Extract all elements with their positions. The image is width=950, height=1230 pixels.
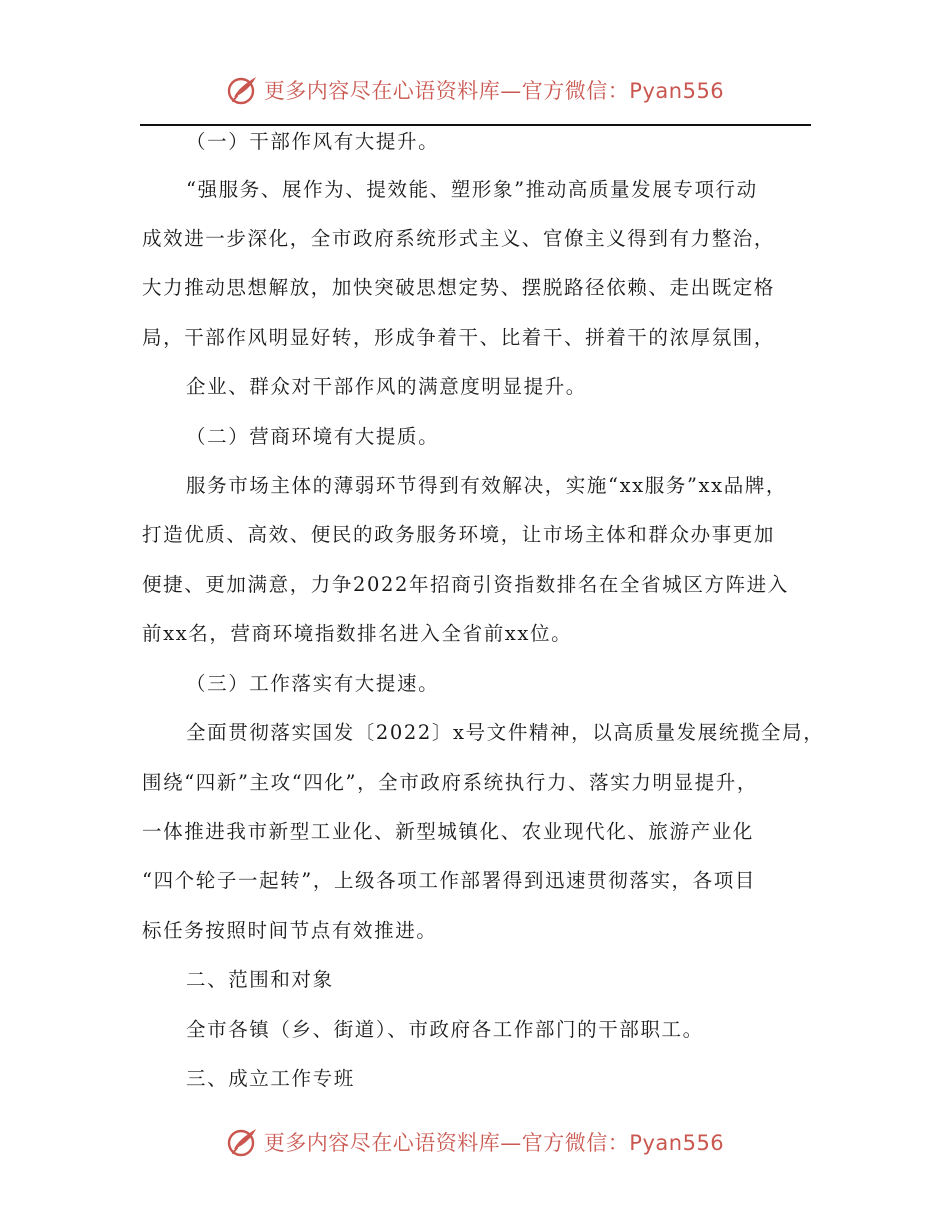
footer-banner-text: 更多内容尽在心语资料库—官方微信：Pyan556 <box>263 1131 725 1155</box>
paragraph-line: 一体推进我市新型工业化、新型城镇化、农业现代化、旅游产业化 <box>142 820 754 843</box>
paragraph-line: 局，干部作风明显好转，形成争着干、比着干、拼着干的浓厚氛围， <box>142 326 776 349</box>
paragraph-line: 标任务按照时间节点有效推进。 <box>142 919 438 942</box>
quill-logo-icon <box>226 1125 260 1159</box>
quill-logo-icon <box>226 73 260 107</box>
paragraph-line: 便捷、更加满意，力争2022年招商引资指数排名在全省城区方阵进入 <box>142 573 789 596</box>
header-banner <box>0 70 950 110</box>
paragraph-line: 企业、群众对干部作风的满意度明显提升。 <box>186 375 587 398</box>
section-heading-team: 三、成立工作专班 <box>186 1067 355 1090</box>
section-heading-1: （一）干部作风有大提升。 <box>186 130 440 153</box>
paragraph-line: 打造优质、高效、便民的政务服务环境，让市场主体和群众办事更加 <box>142 523 776 546</box>
section-heading-scope: 二、范围和对象 <box>186 968 334 991</box>
paragraph-line: 全面贯彻落实国发〔2022〕x号文件精神，以高质量发展统揽全局， <box>186 721 825 744</box>
paragraph-line: 围绕“四新”主攻“四化”，全市政府系统执行力、落实力明显提升， <box>142 771 758 794</box>
paragraph-line: 前xx名，营商环境指数排名进入全省前xx位。 <box>142 622 573 645</box>
header-divider <box>140 124 811 126</box>
paragraph-line: “四个轮子一起转”，上级各项工作部署得到迅速贯彻落实，各项目 <box>142 869 756 892</box>
paragraph-line: 全市各镇（乡、街道）、市政府各工作部门的干部职工。 <box>186 1018 704 1041</box>
footer-banner <box>0 1122 950 1162</box>
section-heading-2: （二）营商环境有大提质。 <box>186 425 440 448</box>
paragraph-line: 成效进一步深化，全市政府系统形式主义、官僚主义得到有力整治， <box>142 227 776 250</box>
section-heading-3: （三）工作落实有大提速。 <box>186 672 440 695</box>
paragraph-line: “强服务、展作为、提效能、塑形象”推动高质量发展专项行动 <box>186 178 758 201</box>
paragraph-line: 服务市场主体的薄弱环节得到有效解决，实施“xx服务”xx品牌， <box>186 474 788 497</box>
header-banner-text: 更多内容尽在心语资料库—官方微信：Pyan556 <box>263 79 725 103</box>
paragraph-line: 大力推动思想解放，加快突破思想定势、摆脱路径依赖、走出既定格 <box>142 276 776 299</box>
